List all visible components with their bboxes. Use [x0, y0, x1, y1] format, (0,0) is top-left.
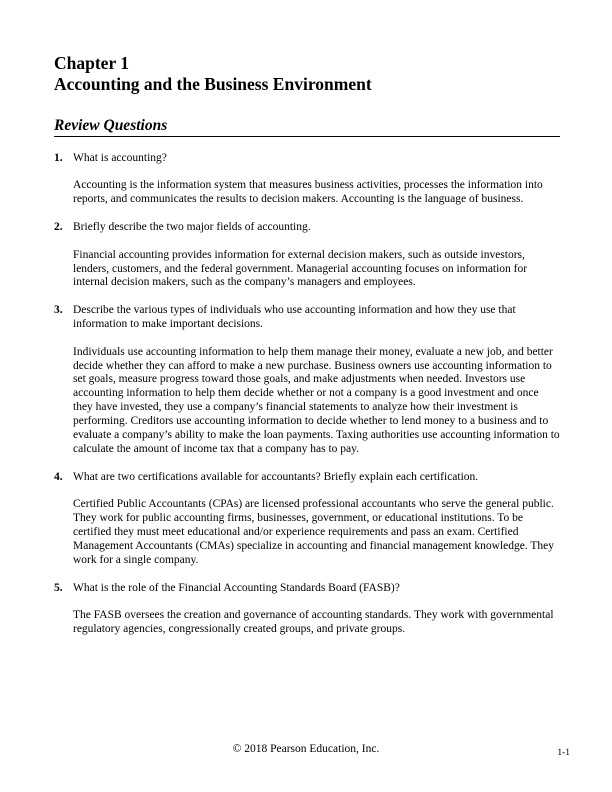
question-item: [54, 304, 560, 457]
question-number: 4.: [54, 470, 63, 483]
chapter-name: Accounting and the Business Environment: [54, 74, 372, 94]
question-item: [54, 152, 560, 207]
question-item: [54, 221, 560, 290]
answer-text: Individuals use accounting information to help them manage their money, evaluate a new job, and better decide whether they can afford to make a new purchase. Business owners use accounting information to set goals, measure progress toward those goals, and make adjustments when needed. Investors use accounting information to help them decide whether or not a company is a good investment and once they have invested, they use a company’s financial statements to analyze how their investment is performing. Creditors use accounting information to decide whether to lend money to a business and to evaluate a company’s ability to make the loan payments. Taxing authorities use accounting information to calculate the amount of income tax that a company has to pay.: [73, 345, 560, 455]
answer-text: The FASB oversees the creation and governance of accounting standards. They work with governmental regulatory agencies, congressionally created groups, and private groups.: [73, 609, 554, 636]
question-text: What are two certifications available for accountants? Briefly explain each certification.: [73, 470, 479, 483]
question-number: 5.: [54, 581, 63, 594]
question-number: 2.: [54, 221, 63, 234]
chapter-title: [54, 53, 372, 95]
question-text: Describe the various types of individuals who use accounting information and how they use that information to make important decisions.: [73, 304, 516, 331]
question-number: 3.: [54, 304, 63, 317]
answer-text: Financial accounting provides information for external decision makers, such as outside investors, lenders, customers, and the federal government. Managerial accounting focuses on information for internal decision makers, such as the company’s managers and employees.: [73, 248, 528, 289]
question-text: What is the role of the Financial Accounting Standards Board (FASB)?: [73, 581, 400, 594]
question-item: [54, 582, 560, 637]
question-item: [54, 471, 560, 568]
question-text: Briefly describe the two major fields of accounting.: [73, 221, 311, 234]
footer-copyright: © 2018 Pearson Education, Inc.: [232, 743, 380, 755]
answer-text: Accounting is the information system that measures business activities, processes the information into reports, and communicates the results to decision makers. Accounting is the language of business.: [73, 179, 543, 206]
section-heading: Review Questions: [54, 116, 560, 137]
question-number: 1.: [54, 152, 63, 164]
review-questions-list: [54, 152, 560, 651]
question-text: What is accounting?: [73, 152, 167, 164]
chapter-number: Chapter 1: [54, 53, 130, 73]
answer-text: Certified Public Accountants (CPAs) are licensed professional accountants who serve the general public. They work for public accounting firms, businesses, government, or educational institutions. To be certified they must meet educational and/or experience requirements and pass an exam. Certified Management Accountants (CMAs) specialize in accounting and financial management knowledge. They work for a single company.: [73, 498, 555, 566]
page-number: 1-1: [557, 748, 570, 758]
